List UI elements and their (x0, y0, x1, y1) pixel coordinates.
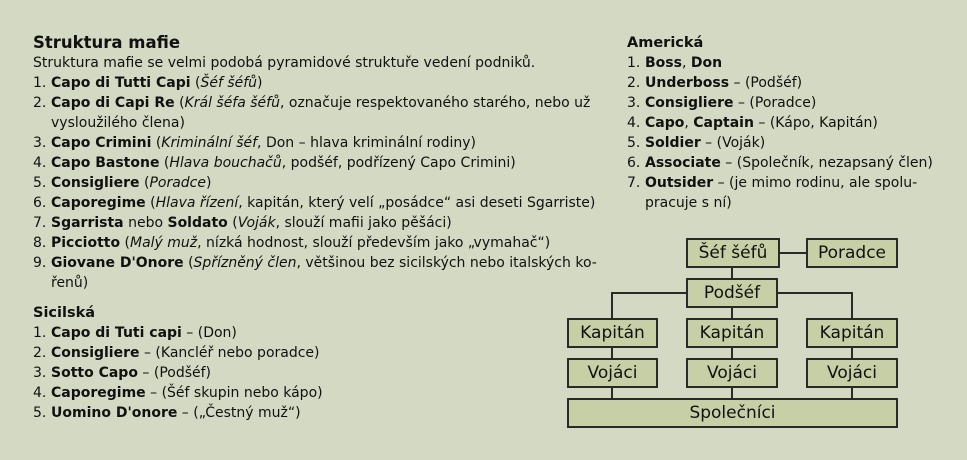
list-number: 1. (33, 325, 47, 341)
term-name: Boss (645, 55, 682, 71)
term-description: – („Čestný muž“) (177, 405, 301, 421)
term-description: – (Voják) (700, 135, 766, 151)
term-description: ( (151, 135, 162, 151)
intro-text: Struktura mafie se velmi podobá pyramidové struktuře vedení podniků. (33, 55, 536, 71)
list-number: 6. (33, 195, 47, 211)
term-description: nebo (123, 215, 168, 231)
list-number: 6. (627, 155, 641, 171)
term-translation: Šéf šéfů (200, 75, 258, 91)
node-associates: Společníci (567, 398, 898, 428)
american-item (627, 93, 947, 113)
node-soldiers-3: Vojáci (806, 358, 898, 388)
term-description: ( (120, 235, 130, 251)
term-translation: Král šéfa šéfů (184, 95, 280, 111)
term-description: , označuje respektovaného starého, nebo už vysloužilého člena) (51, 95, 591, 131)
term-description: ( (145, 195, 156, 211)
term-name: Picciotto (51, 235, 121, 251)
list-number: 3. (627, 95, 641, 111)
term-description: ( (183, 255, 194, 271)
american-item (627, 153, 947, 173)
list-number: 4. (33, 155, 47, 171)
term-name: Capo di Tutti Capi (51, 75, 191, 91)
node-captain-3: Kapitán (806, 318, 898, 348)
sicilian-item (33, 383, 533, 403)
term-description: ( (227, 215, 238, 231)
term-name: Giovane D'Onore (51, 255, 184, 271)
term-name: Capo Crimini (51, 135, 152, 151)
term-name: Capo di Capi Re (51, 95, 175, 111)
list-number: 3. (33, 135, 47, 151)
node-boss: Šéf šéfů (686, 238, 780, 268)
term-name: Consigliere (51, 175, 140, 191)
hierarchy-item (33, 193, 613, 213)
term-name: Captain (693, 115, 754, 131)
hierarchy-item (33, 233, 613, 253)
hierarchy-item (33, 73, 613, 93)
term-name: Caporegime (51, 195, 146, 211)
term-description: ( (174, 95, 185, 111)
list-number: 7. (627, 175, 641, 191)
term-description: – (Podšéf) (137, 365, 212, 381)
term-translation: Kriminální šéf (161, 135, 258, 151)
term-name: Capo Bastone (51, 155, 160, 171)
term-description: – (Podšéf) (729, 75, 803, 91)
sicilian-title: Sicilská (33, 305, 96, 321)
term-translation: Hlava bouchačů (169, 155, 282, 171)
hierarchy-item (33, 133, 613, 153)
list-number: 5. (627, 135, 641, 151)
sicilian-item (33, 363, 533, 383)
hierarchy-item (33, 253, 613, 293)
term-description: – (Kancléř nebo poradce) (139, 345, 320, 361)
term-translation: Poradce (149, 175, 206, 191)
list-number: 2. (33, 95, 47, 111)
term-name: Consigliere (645, 95, 734, 111)
list-number: 9. (33, 255, 47, 271)
node-soldiers-1: Vojáci (567, 358, 658, 388)
sicilian-item (33, 343, 533, 363)
hierarchy-list (33, 73, 613, 293)
american-structure-section (627, 33, 947, 213)
sicilian-structure-section (33, 303, 533, 423)
term-description: , většinou bez sicilských nebo italských ko-řenů) (51, 255, 597, 291)
list-number: 4. (33, 385, 47, 401)
term-description: – (Společník, nezapsaný člen) (720, 155, 933, 171)
term-description: , (684, 115, 694, 131)
term-name: Underboss (645, 75, 730, 91)
term-name: Outsider (645, 175, 714, 191)
term-description: – (je mimo rodinu, ale spolu-pracuje s ní) (645, 175, 918, 211)
term-name: Soldato (167, 215, 228, 231)
sicilian-item (33, 403, 533, 423)
term-name: Associate (645, 155, 721, 171)
term-name: Don (690, 55, 723, 71)
term-description: , nízká hodnost, slouží především jako „vymahač“) (197, 235, 551, 251)
term-description: ( (139, 175, 150, 191)
american-item (627, 133, 947, 153)
american-item (627, 113, 947, 133)
term-description: ) (257, 75, 263, 91)
node-advisor: Poradce (806, 238, 898, 268)
list-number: 7. (33, 215, 47, 231)
term-description: , slouží mafii jako pěšáci) (275, 215, 452, 231)
term-description: , Don – hlava kriminální rodiny) (257, 135, 476, 151)
american-item (627, 173, 947, 213)
term-translation: Hlava řízení (155, 195, 239, 211)
list-number: 8. (33, 235, 47, 251)
hierarchy-item (33, 93, 613, 133)
term-translation: Voják (237, 215, 276, 231)
list-number: 5. (33, 175, 47, 191)
node-underboss: Podšéf (686, 278, 778, 308)
term-name: Capo (645, 115, 685, 131)
hierarchy-item (33, 153, 613, 173)
term-description: – (Poradce) (733, 95, 817, 111)
term-description: – (Šéf skupin nebo kápo) (145, 385, 323, 401)
list-number: 1. (33, 75, 47, 91)
list-number: 4. (627, 115, 641, 131)
node-soldiers-2: Vojáci (686, 358, 778, 388)
american-list (627, 53, 947, 213)
sicilian-list (33, 323, 533, 423)
sicilian-item (33, 323, 533, 343)
term-description: , (681, 55, 691, 71)
term-name: Sotto Capo (51, 365, 138, 381)
list-number: 2. (33, 345, 47, 361)
section-title: Struktura mafie (33, 33, 181, 52)
term-description: ( (159, 155, 170, 171)
term-description: ( (190, 75, 201, 91)
list-number: 2. (627, 75, 641, 91)
term-name: Caporegime (51, 385, 146, 401)
term-name: Capo di Tuti capi (51, 325, 182, 341)
american-item (627, 73, 947, 93)
term-name: Uomino D'onore (51, 405, 178, 421)
list-number: 5. (33, 405, 47, 421)
node-captain-2: Kapitán (686, 318, 778, 348)
term-description: , podšéf, podřízený Capo Crimini) (281, 155, 516, 171)
term-name: Consigliere (51, 345, 140, 361)
term-translation: Spřízněný člen (193, 255, 297, 271)
term-description: ) (205, 175, 212, 191)
list-number: 3. (33, 365, 47, 381)
term-name: Soldier (645, 135, 701, 151)
american-item (627, 53, 947, 73)
term-name: Sgarrista (51, 215, 124, 231)
term-description: – (Kápo, Kapitán) (753, 115, 878, 131)
list-number: 1. (627, 55, 641, 71)
hierarchy-item (33, 173, 613, 193)
american-title: Americká (627, 35, 704, 51)
hierarchy-item (33, 213, 613, 233)
term-description: , kapitán, který velí „posádce“ asi deseti Sgarriste) (238, 195, 596, 211)
node-captain-1: Kapitán (567, 318, 658, 348)
mafia-structure-section (33, 33, 613, 293)
term-description: – (Don) (181, 325, 237, 341)
term-translation: Malý muž (130, 235, 198, 251)
